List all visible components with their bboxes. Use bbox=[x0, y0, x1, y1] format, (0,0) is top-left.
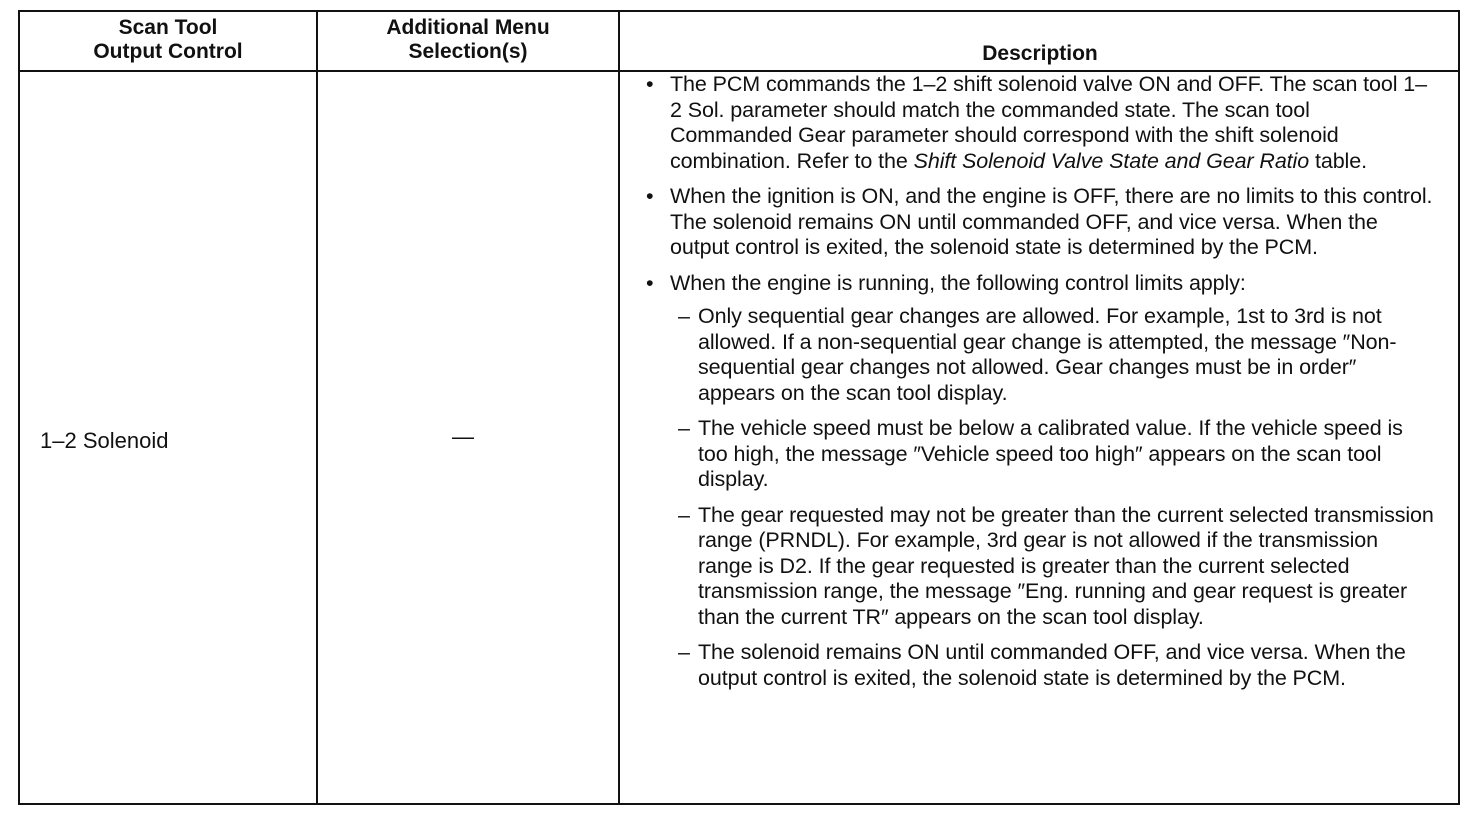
description-cell bbox=[646, 72, 1436, 691]
menu-selection-value: — bbox=[452, 424, 474, 449]
bullet-marker: • bbox=[646, 184, 654, 208]
control-limit-text: The solenoid remains ON until commanded OFF, and vice versa. When the output control is exited, the solenoid state is determined by the PCM. bbox=[698, 640, 1406, 690]
dash-marker: – bbox=[678, 304, 690, 328]
control-limit-text: Only sequential gear changes are allowed. For example, 1st to 3rd is not allowed. If a non-sequential gear change is attempted, the message ″Non-sequential gear changes not allowed. Gear changes must be in order″ appears on the scan tool display. bbox=[698, 304, 1397, 405]
bullet-marker: • bbox=[646, 72, 654, 96]
control-limit-item bbox=[646, 304, 1436, 406]
header-col2-line1: Additional Menu bbox=[386, 16, 550, 39]
dash-marker: – bbox=[678, 640, 690, 664]
description-bullet bbox=[646, 271, 1436, 297]
header-col1-line2: Output Control bbox=[93, 40, 243, 63]
control-limit-text: The vehicle speed must be below a calibrated value. If the vehicle speed is too high, the message ″Vehicle speed too high″ appears on the scan tool display. bbox=[698, 416, 1403, 491]
column-divider bbox=[618, 12, 620, 803]
header-col2-line2: Selection(s) bbox=[408, 40, 528, 63]
bullet-text: When the engine is running, the following control limits apply: bbox=[670, 270, 1246, 295]
bullet-text: When the ignition is ON, and the engine is OFF, there are no limits to this control. The solenoid remains ON until commanded OFF, and vice versa. When the output control is exited, the solenoid state is determined by the PCM. bbox=[670, 184, 1433, 259]
bullet-text: The PCM commands the 1–2 shift solenoid valve ON and OFF. The scan tool 1–2 Sol. parameter should match the commanded state. The scan tool Commanded Gear parameter should correspond with the shift solenoid combination. Refer to the bbox=[670, 72, 1428, 173]
bullet-italic-reference: Shift Solenoid Valve State and Gear Ratio bbox=[913, 148, 1310, 173]
header-scan-tool-output-control bbox=[20, 12, 316, 70]
control-limit-item bbox=[646, 416, 1436, 493]
header-col3: Description bbox=[982, 42, 1098, 65]
control-limit-item bbox=[646, 503, 1436, 631]
dash-marker: – bbox=[678, 502, 690, 527]
bullet-text-end: table. bbox=[1309, 148, 1367, 173]
output-control-value: 1–2 Solenoid bbox=[40, 428, 169, 453]
description-bullet bbox=[646, 184, 1436, 261]
header-description bbox=[620, 12, 1460, 70]
control-limit-item bbox=[646, 640, 1436, 691]
dash-marker: – bbox=[678, 416, 690, 440]
control-limit-text: The gear requested may not be greater than the current selected transmission range (PRNDL). For example, 3rd gear is not allowed if the transmission range is D2. If the gear requested is greater than the current selected transmission range, the message ″Eng. running and gear request is greater than the current TR″ appears on the scan tool display. bbox=[698, 502, 1434, 629]
bullet-marker: • bbox=[646, 270, 654, 295]
column-divider bbox=[316, 12, 318, 803]
description-bullet bbox=[646, 72, 1436, 174]
header-additional-menu-selections bbox=[318, 12, 618, 70]
header-col1-line1: Scan Tool bbox=[118, 16, 218, 39]
